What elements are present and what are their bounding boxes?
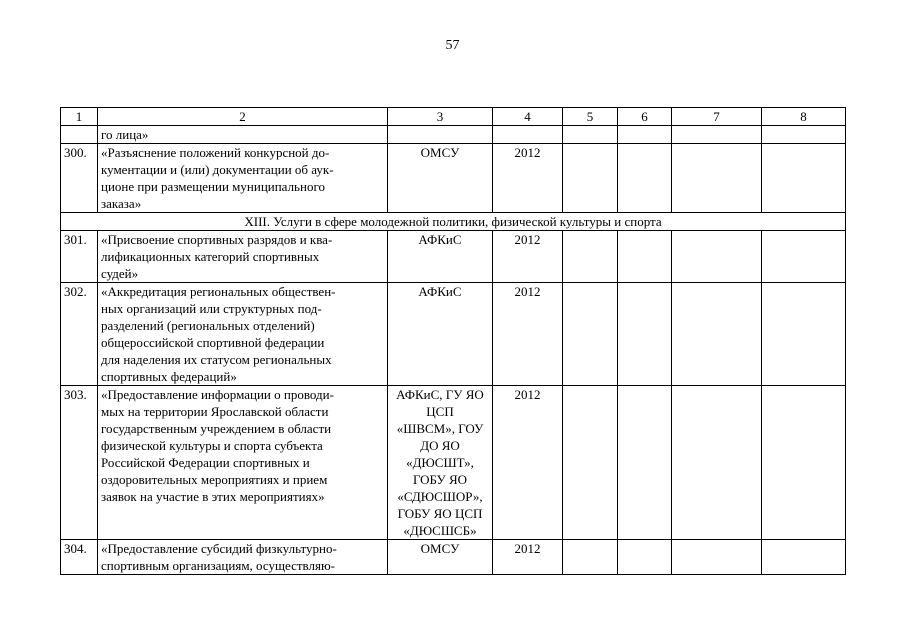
row-number: 303.: [61, 386, 98, 540]
executor: АФКиС, ГУ ЯО ЦСП «ШВСМ», ГОУ ДО ЯО «ДЮСШТ», ГОБУ ЯО «СДЮСШОР», ГОБУ ЯО ЦСП «ДЮСШСБ»: [388, 386, 493, 540]
service-name: «Аккредитация региональных обществен- ных организаций или структурных под- разделений (региональных отделений) общероссийской спортивной федерации для наделения их статусом региональных спортивных федераций»: [98, 283, 388, 386]
table-row-302: [61, 283, 846, 386]
table-header-row: [61, 108, 846, 126]
year: 2012: [493, 540, 563, 575]
services-table: [60, 107, 846, 575]
header-cell-3: 3: [388, 108, 493, 126]
row-number: 301.: [61, 231, 98, 283]
section-title: XIII. Услуги в сфере молодежной политики, физической культуры и спорта: [61, 213, 846, 231]
row-number: 304.: [61, 540, 98, 575]
table-row-300: [61, 144, 846, 213]
header-cell-1: 1: [61, 108, 98, 126]
table-row-304: [61, 540, 846, 575]
header-cell-7: 7: [672, 108, 762, 126]
header-cell-6: 6: [618, 108, 672, 126]
service-name: «Разъяснение положений конкурсной до- кументации и (или) документации об аук- ционе при размещении муниципального заказа»: [98, 144, 388, 213]
executor: ОМСУ: [388, 540, 493, 575]
year: 2012: [493, 144, 563, 213]
year: 2012: [493, 386, 563, 540]
executor: АФКиС: [388, 231, 493, 283]
service-name: «Предоставление информации о проводи- мых на территории Ярославской области государственным учреждением в области физической культуры и спорта субъекта Российской Федерации спортивных и оздоровительных мероприятиях и прием заявок на участие в этих мероприятиях»: [98, 386, 388, 540]
row-number: 302.: [61, 283, 98, 386]
continuation-row: [61, 126, 846, 144]
header-cell-5: 5: [563, 108, 618, 126]
header-cell-2: 2: [98, 108, 388, 126]
table-row-301: [61, 231, 846, 283]
header-cell-4: 4: [493, 108, 563, 126]
executor: АФКиС: [388, 283, 493, 386]
section-row: [61, 213, 846, 231]
service-name: «Присвоение спортивных разрядов и ква- лификационных категорий спортивных судей»: [98, 231, 388, 283]
row-number: 300.: [61, 144, 98, 213]
year: 2012: [493, 283, 563, 386]
year: 2012: [493, 231, 563, 283]
continuation-text: го лица»: [98, 126, 388, 144]
service-name: «Предоставление субсидий физкультурно- спортивным организациям, осуществляю-: [98, 540, 388, 575]
table-row-303: [61, 386, 846, 540]
executor: ОМСУ: [388, 144, 493, 213]
page-number: 57: [445, 38, 460, 53]
header-cell-8: 8: [762, 108, 846, 126]
